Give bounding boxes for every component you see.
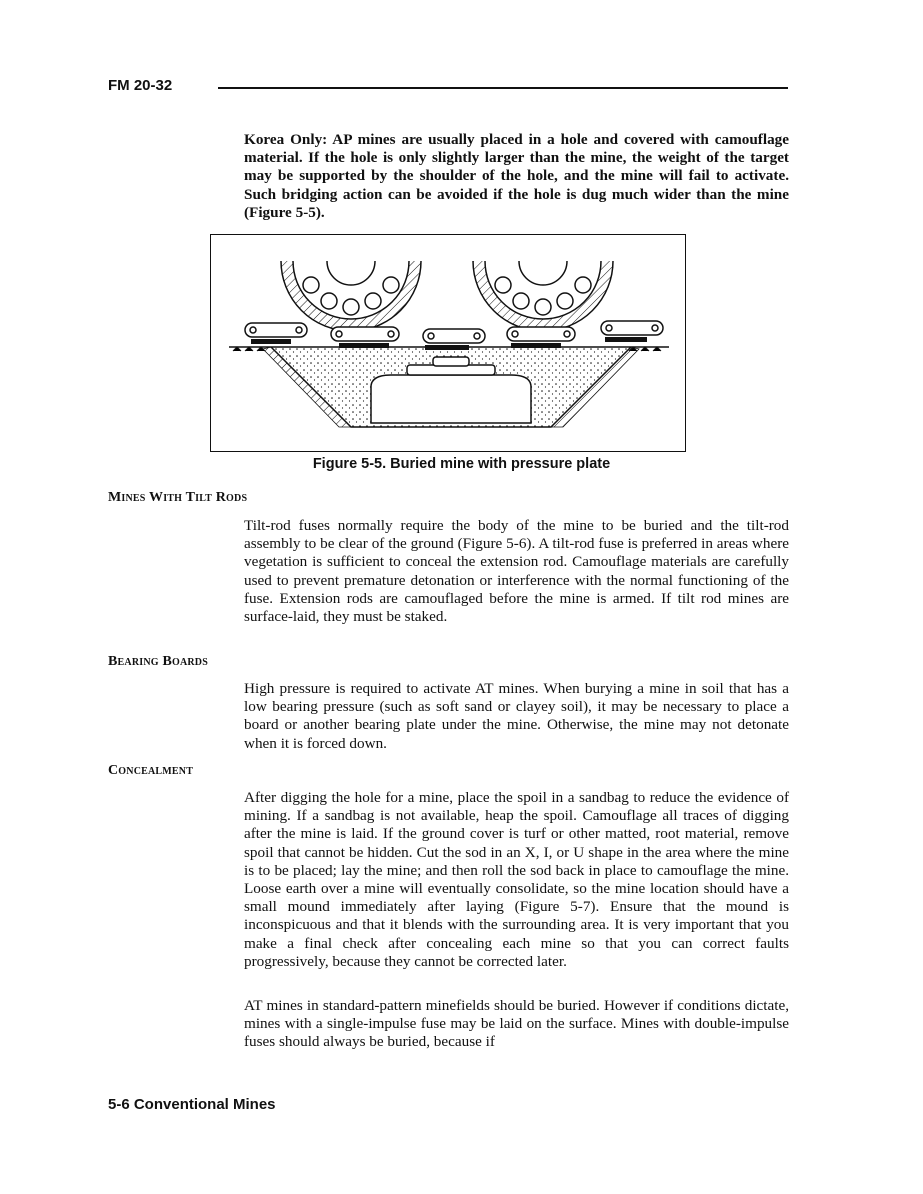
road-wheel-right	[473, 261, 613, 331]
buried-mine-illustration	[211, 235, 685, 451]
page-footer-label: 5-6 Conventional Mines	[108, 1096, 276, 1113]
road-wheel-left	[281, 261, 421, 331]
figure-caption-text: Figure 5-5. Buried mine with pressure plate	[312, 456, 611, 472]
section-heading-tilt-rods: Mines With Tilt Rods	[108, 490, 248, 505]
bearing-boards-paragraph: High pressure is required to activate AT mines. When burying a mine in soil that has a low bearing pressure (such as soft sand or clayey soil), it may be necessary to place a board or another bearing plate under the mine. Otherwise, the mine may not detonate when it is forced down.	[244, 680, 789, 752]
section-heading-concealment: Concealment	[108, 763, 194, 778]
tilt-rods-paragraph: Tilt-rod fuses normally require the body of the mine to be buried and the tilt-rod assembly to be clear of the ground (Figure 5-6). A tilt-rod fuse is preferred in areas where vegetation is sufficient to conceal the extension rod. Camouflage materials are carefully used to prevent premature detonation or interference with the normal functioning of the fuse. Extension rods are camouflaged before the mine is armed. If tilt rod mines are surface-laid, they must be staked.	[244, 517, 789, 626]
track-links	[245, 321, 663, 343]
page-header-label: FM 20-32	[108, 77, 173, 94]
figure-5-5	[210, 234, 686, 452]
concealment-paragraph-1: After digging the hole for a mine, place the spoil in a sandbag to reduce the evidence of mining. If a sandbag is not available, heap the spoil. Camouflage all traces of digging after the mine is laid. If the ground cover is turf or other matted, root material, remove spoil that cannot be hidden. Cut the sod in an X, I, or U shape in the area where the mine is to be placed; lay the mine; and then roll the sod back in place to camouflage the mine. Loose earth over a mine will eventually consolidate, so the mine location should have a small mound immediately after laying (Figure 5-7). Ensure that the mound is inconspicuous and that it blends with the surrounding area. It is very important that you make a final check after concealing each mine so that you can correct faults progressively, because they cannot be corrected later.	[244, 789, 789, 970]
concealment-paragraph-2: AT mines in standard-pattern minefields should be buried. However if conditions dictate, mines with a single-impulse fuse may be laid on the surface. Mines with double-impulse fuses should always be buried, because if	[244, 997, 789, 1051]
figure-caption	[0, 456, 923, 472]
intro-paragraph: Korea Only: AP mines are usually placed in a hole and covered with camouflage material. If the hole is only slightly larger than the mine, the weight of the target may be supported by the shoulder of the hole, and the mine will fail to activate. Such bridging action can be avoided if the hole is dug much wider than the mine (Figure 5-5).	[244, 131, 789, 221]
section-heading-bearing-boards: Bearing Boards	[108, 654, 208, 669]
header-rule	[218, 87, 788, 89]
